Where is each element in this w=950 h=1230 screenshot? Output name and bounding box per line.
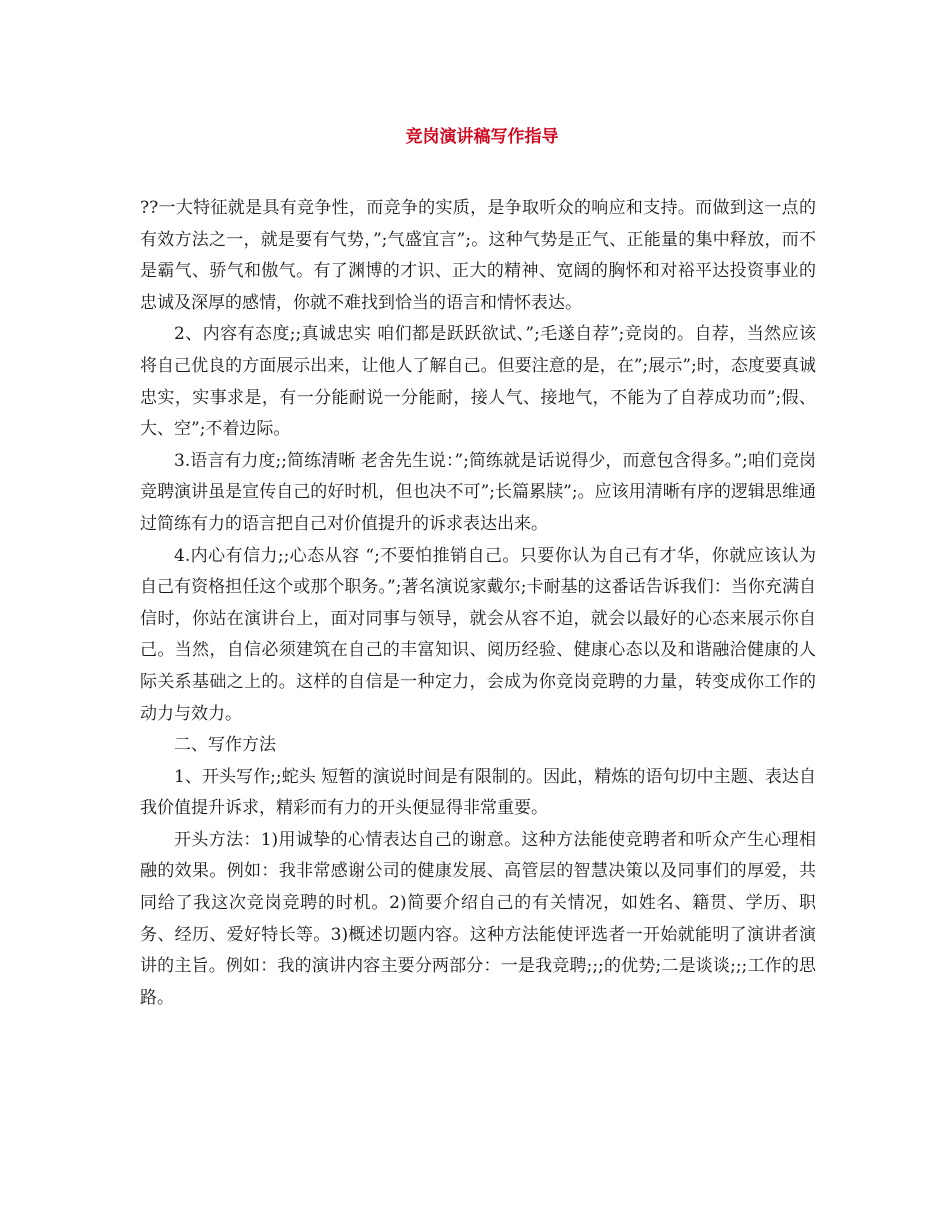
document-title: 竞岗演讲稿写作指导 xyxy=(405,127,559,147)
paragraph-opening-methods: 开头方法：1)用诚挚的心情表达自己的谢意。这种方法能使竞聘者和听众产生心理相融的效果。例如：我非常感谢公司的健康发展、高管层的智慧决策以及同事们的厚爱，共同给了我这次竞岗竞聘的时机。2)简要介绍自己的有关情况，如姓名、籍贯、学历、职务、经历、爱好特长等。3)概述切题内容。这种方法能使评选者一开始就能明了演讲者演讲的主旨。例如：我的演讲内容主要分两部分：一是我竞聘;;;的优势;二是谈谈;;;工作的思路。 xyxy=(140,829,816,1008)
paragraph-intro: ??一大特征就是具有竞争性，而竞争的实质，是争取听众的响应和支持。而做到这一点的有效方法之一，就是要有气势，”;气盛宜言”;。这种气势是正气、正能量的集中释放，而不是霸气、骄气和傲气。有了渊博的才识、正大的精神、宽阔的胸怀和对裕平达投资事业的忠诚及深厚的感情，你就不难找到恰当的语言和情怀表达。 xyxy=(140,198,816,313)
paragraph-opening-writing: 1、开头写作;;蛇头 短暂的演说时间是有限制的。因此，精炼的语句切中主题、表达自我价值提升诉求，精彩而有力的开头便显得非常重要。 xyxy=(140,766,816,819)
paragraph-content-attitude: 2、内容有态度;;真诚忠实 咱们都是跃跃欲试、”;毛遂自荐”;竞岗的。自荐，当然应该将自己优良的方面展示出来，让他人了解自己。但要注意的是，在”;展示”;时，态度要真诚忠实，实事求是，有一分能耐说一分能耐，接人气、接地气，不能为了自荐成功而”;假、大、空”;不着边际。 xyxy=(140,324,816,440)
paragraph-language-strength: 3.语言有力度;;简练清晰 老舍先生说：”;简练就是话说得少，而意包含得多。”;咱们竞岗竞聘演讲虽是宣传自己的好时机，但也决不可”;长篇累牍”;。应该用清晰有序的逻辑思维通过简练有力的语言把自己对价值提升的诉求表达出来。 xyxy=(140,450,816,534)
document-body xyxy=(140,193,816,1014)
paragraph-inner-confidence: 4.内心有信力;;心态从容 “;不要怕推销自己。只要你认为自己有才华，你就应该认为自己有资格担任这个或那个职务。”;著名演说家戴尔;卡耐基的这番话告诉我们：当你充满自信时，你站在演讲台上，面对同事与领导，就会从容不迫，就会以最好的心态来展示你自己。当然，自信必须建筑在自己的丰富知识、阅历经验、健康心态以及和谐融洽健康的人际关系基础之上的。这样的自信是一种定力，会成为你竞岗竞聘的力量，转变成你工作的动力与效力。 xyxy=(140,545,816,724)
section-heading-writing-methods: 二、写作方法 xyxy=(174,735,276,756)
document-page xyxy=(140,120,816,1014)
